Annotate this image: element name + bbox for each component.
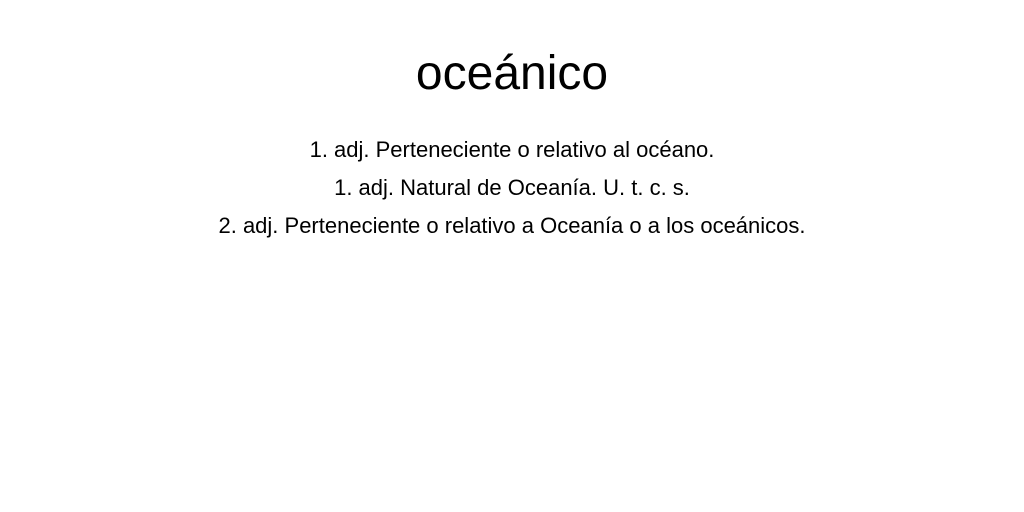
definition-item: 1. adj. Natural de Oceanía. U. t. c. s.: [334, 175, 690, 200]
entry-word: oceánico: [415, 47, 609, 100]
definition-item: 1. adj. Perteneciente o relativo al océano.: [309, 137, 715, 162]
definition-list: [0, 131, 1024, 245]
definition-item: 2. adj. Perteneciente o relativo a Oceanía o a los oceánicos.: [218, 213, 806, 238]
